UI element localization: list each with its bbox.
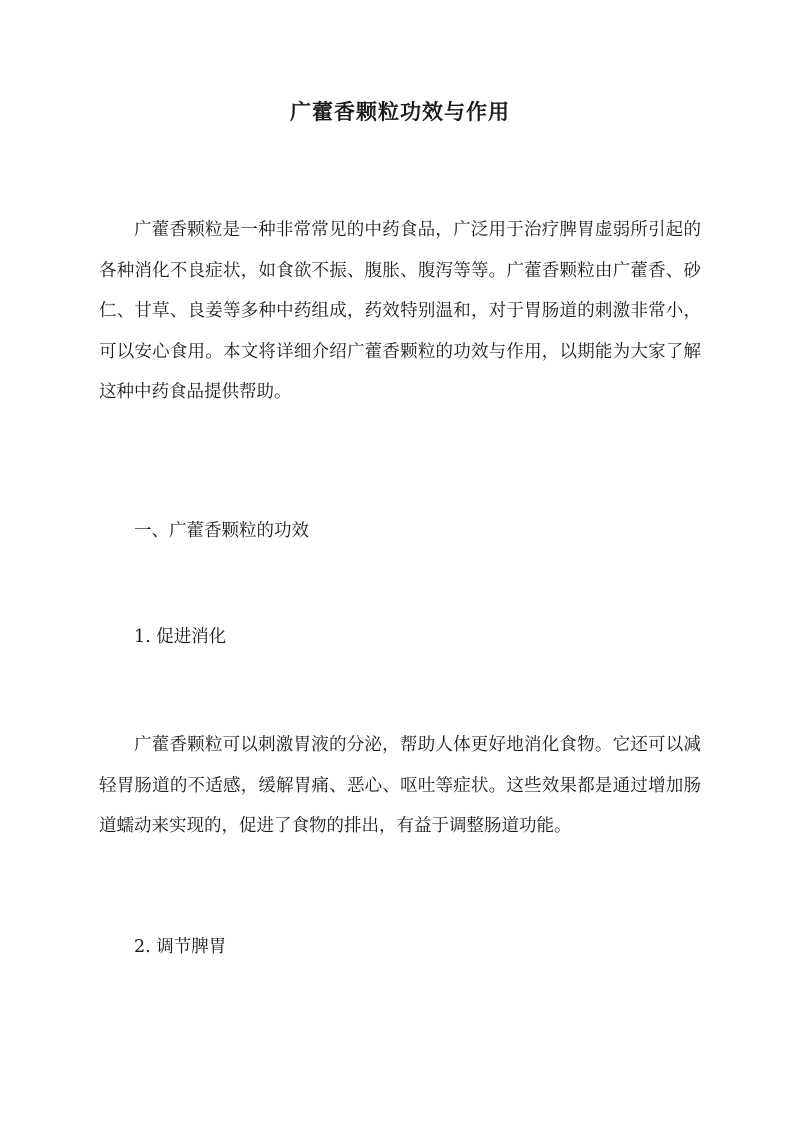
subheading-regulate-spleen-stomach: 2. 调节脾胃 [134,937,227,957]
subheading-promote-digestion: 1. 促进消化 [134,627,227,647]
page-title: 广藿香颗粒功效与作用 [290,99,510,124]
intro-paragraph: 广藿香颗粒是一种非常常见的中药食品，广泛用于治疗脾胃虚弱所引起的各种消化不良症状，如食欲不振、腹胀、腹泻等等。广藿香颗粒由广藿香、砂仁、甘草、良姜等多种中药组成，药效特别温和，对于胃肠道的刺激非常小，可以安心食用。本文将详细介绍广藿香颗粒的功效与作用，以期能为大家了解这种中药食品提供帮助。 [99,220,701,402]
section-heading-efficacy: 一、广藿香颗粒的功效 [134,521,309,541]
digestion-paragraph: 广藿香颗粒可以刺激胃液的分泌，帮助人体更好地消化食物。它还可以减轻胃肠道的不适感，缓解胃痛、恶心、呕吐等症状。这些效果都是通过增加肠道蠕动来实现的，促进了食物的排出，有益于调整肠道功能。 [99,735,701,836]
